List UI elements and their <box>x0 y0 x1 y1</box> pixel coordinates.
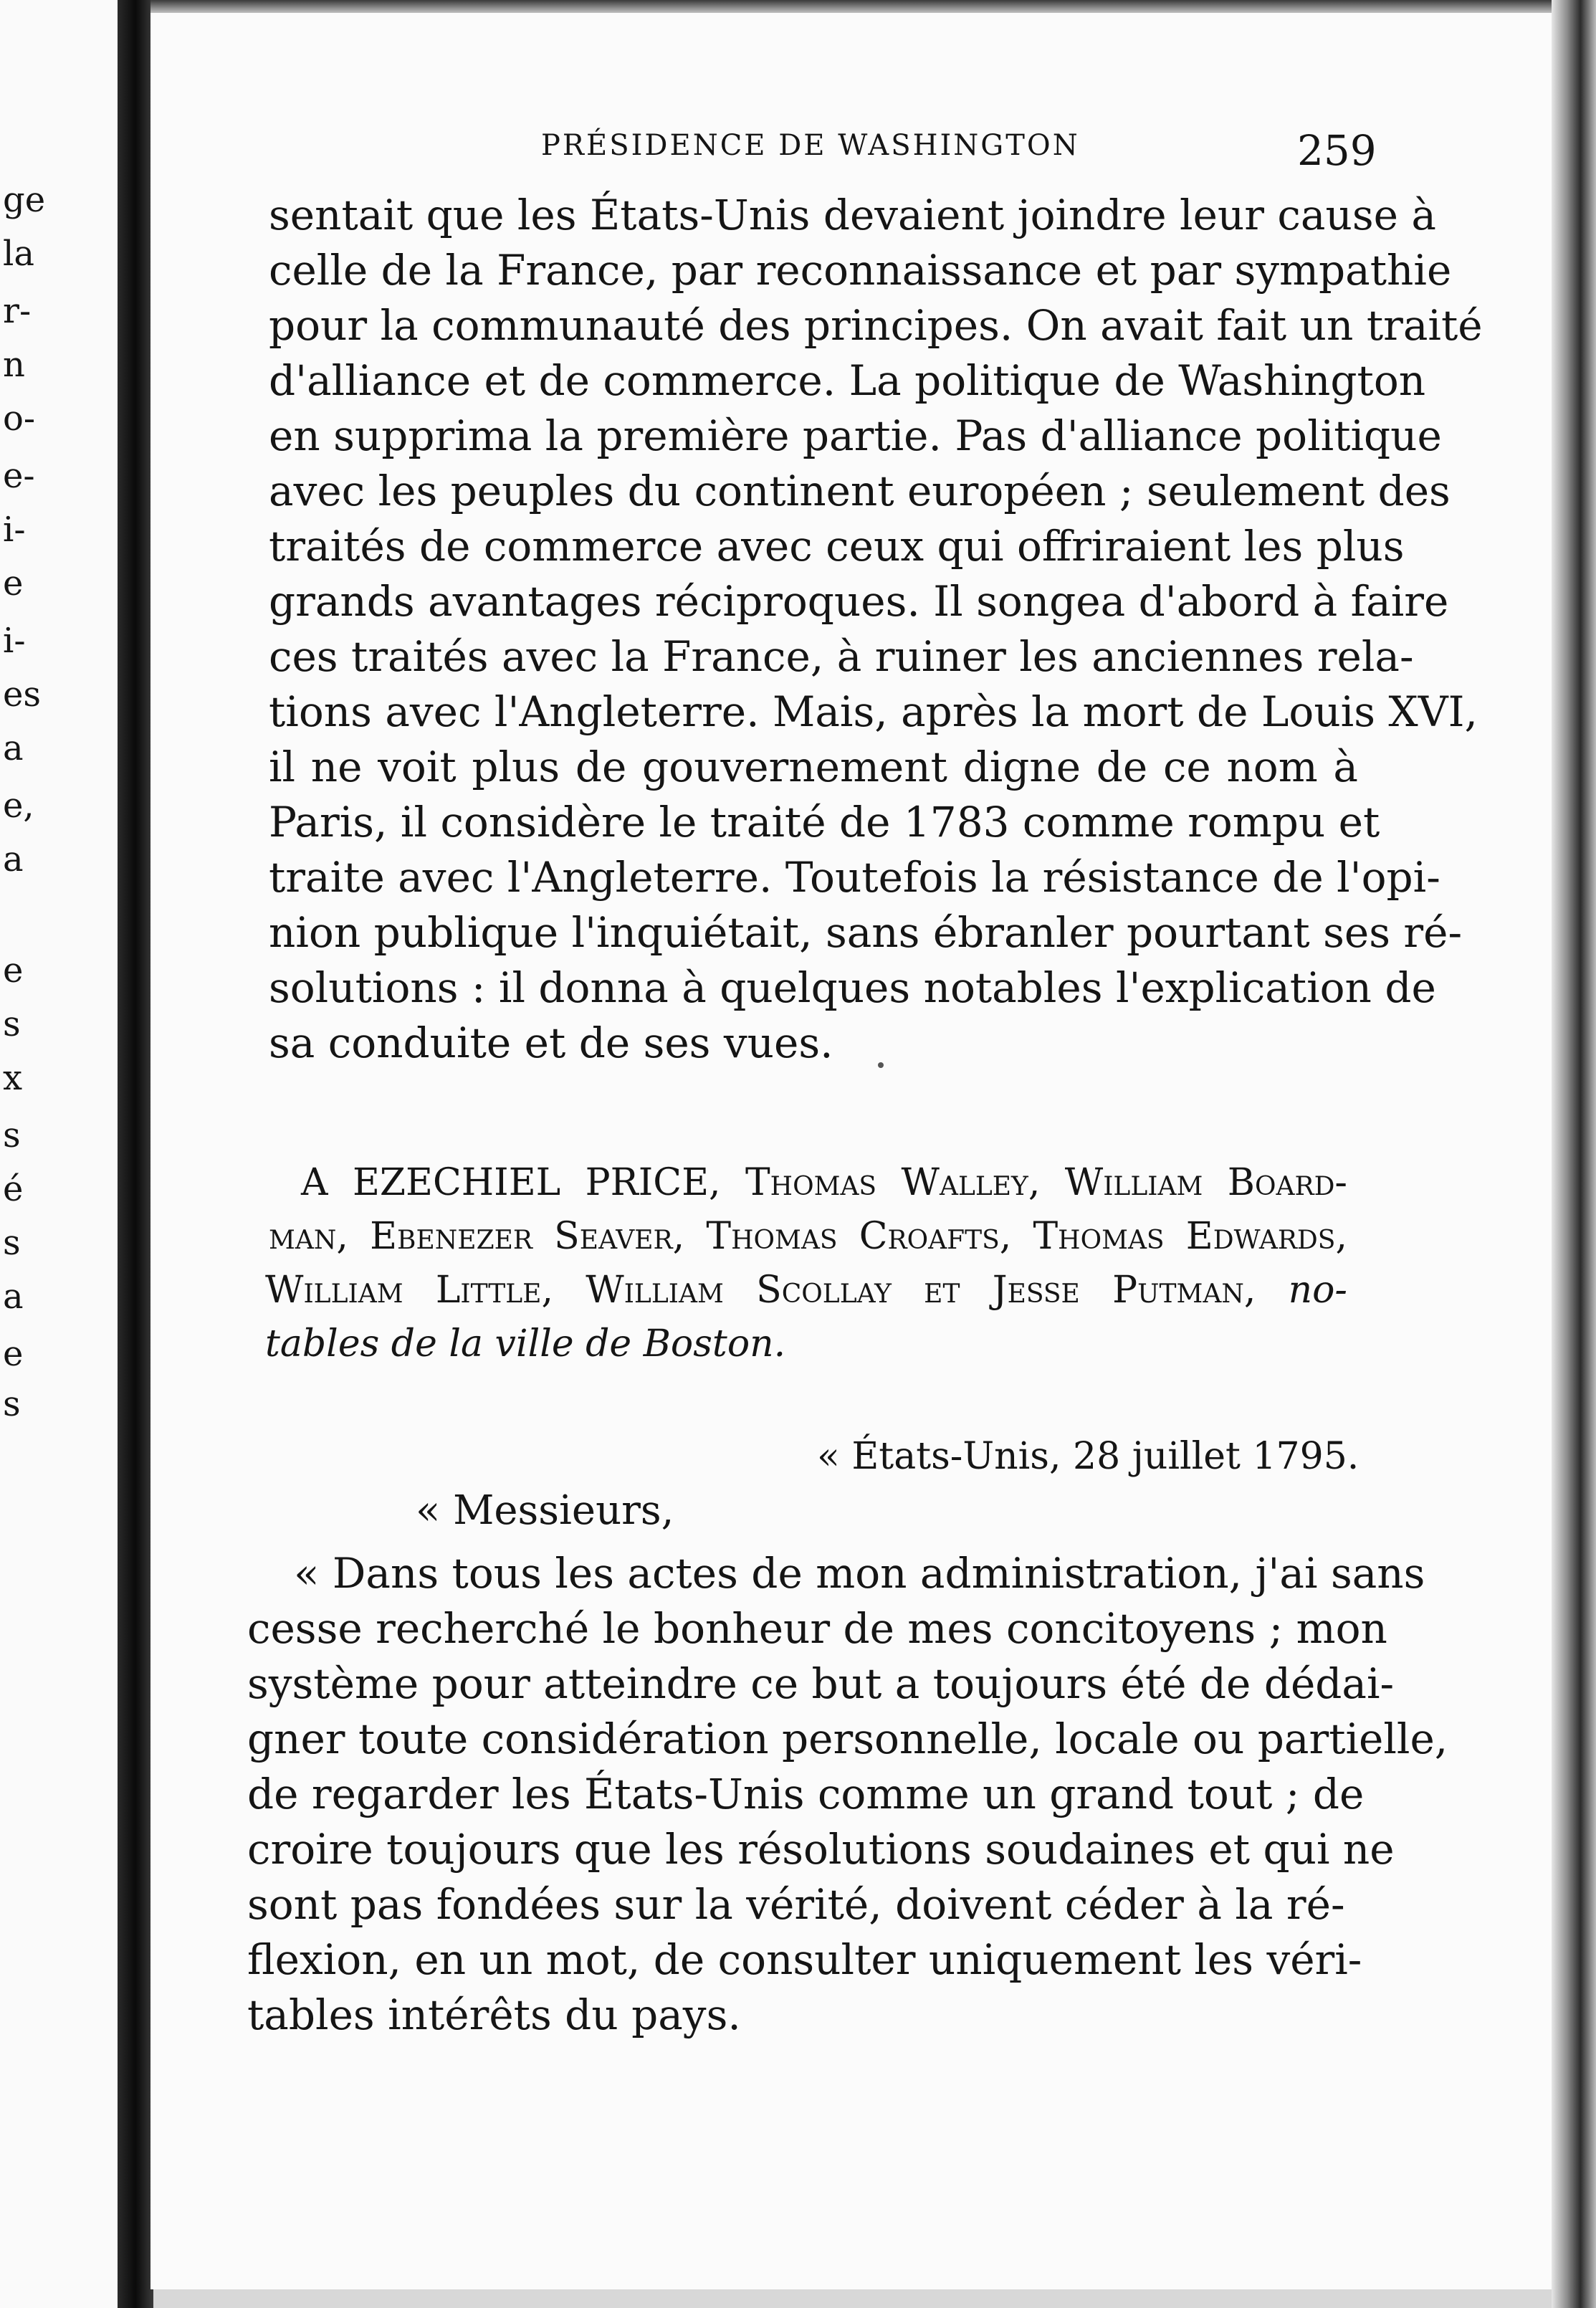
left-fragment: es <box>3 674 42 715</box>
left-fragment: s <box>3 1004 21 1044</box>
body-line: d'alliance et de commerce. La politique de Washington <box>269 356 1426 405</box>
body-line: nion publique l'inquiétait, sans ébranler pourtant ses ré- <box>269 908 1463 957</box>
letter-line: sont pas fondées sur la vérité, doivent céder à la ré- <box>247 1880 1345 1929</box>
body-line: celle de la France, par reconnaissance et par sympathie <box>269 246 1452 295</box>
left-fragment: a <box>3 1277 24 1317</box>
left-fragment: ge <box>3 180 46 220</box>
left-fragment: e <box>3 1334 24 1374</box>
page-number: 259 <box>1297 126 1377 175</box>
letter-line: croire toujours que les résolutions soudaines et qui ne <box>247 1825 1395 1874</box>
addressee-names: Thomas Walley, William Board- <box>745 1161 1347 1204</box>
addressee-line <box>265 1265 1347 1315</box>
left-fragment: o- <box>3 399 36 439</box>
body-line: en supprima la première partie. Pas d'alliance politique <box>269 411 1442 460</box>
running-title: PRÉSIDENCE DE WASHINGTON <box>541 129 1080 162</box>
left-fragment: a <box>3 728 24 768</box>
letter-salutation: « Messieurs, <box>416 1487 674 1534</box>
book-gutter <box>118 0 153 2308</box>
left-page-margin <box>0 0 120 2308</box>
letter-line: système pour atteindre ce but a toujours été de dédai- <box>247 1659 1395 1708</box>
body-line: pour la communauté des principes. On avait fait un traité <box>269 301 1483 350</box>
body-line: sentait que les États-Unis devaient joindre leur cause à <box>269 191 1436 239</box>
body-line: grands avantages réciproques. Il songea d'abord à faire <box>269 577 1449 626</box>
letter-line: gner toute considération personnelle, locale ou partielle, <box>247 1715 1448 1763</box>
ink-speck <box>878 1062 884 1068</box>
left-fragment: e <box>3 563 24 604</box>
body-line: ces traités avec la France, à ruiner les anciennes rela- <box>269 632 1414 681</box>
left-fragment: e- <box>3 456 35 496</box>
addressee-title: tables de la ville de Boston. <box>265 1322 786 1365</box>
page-top-shadow <box>150 0 1596 13</box>
letter-line: de regarder les États-Unis comme un grand tout ; de <box>247 1770 1365 1818</box>
addressee-title: no- <box>1288 1269 1347 1312</box>
left-fragment: i- <box>3 510 26 550</box>
left-fragment: i- <box>3 621 26 661</box>
letter-line: « Dans tous les actes de mon administration, j'ai sans <box>294 1549 1425 1598</box>
body-line: solutions : il donna à quelques notables l'explication de <box>269 963 1436 1012</box>
left-fragment: s <box>3 1115 21 1155</box>
left-fragment: n <box>3 345 25 385</box>
left-fragment: e <box>3 950 24 991</box>
left-fragment: a <box>3 839 24 879</box>
addressee-first-name: A EZECHIEL PRICE, <box>301 1161 721 1204</box>
body-line: tions avec l'Angleterre. Mais, après la mort de Louis XVI, <box>269 687 1478 736</box>
addressee-line: man, Ebenezer Seaver, Thomas Croafts, Thomas Edwards, <box>269 1215 1347 1258</box>
body-line: avec les peuples du continent européen ; seulement des <box>269 467 1451 515</box>
left-fragment: r- <box>3 291 32 331</box>
left-fragment: é <box>3 1169 24 1209</box>
left-fragment: la <box>3 234 34 274</box>
addressee-names: William Little, William Scollay et Jesse Putman, <box>265 1269 1256 1312</box>
left-fragment: x <box>3 1058 23 1098</box>
body-line: Paris, il considère le traité de 1783 comme rompu et <box>269 798 1380 847</box>
left-fragment: s <box>3 1384 21 1424</box>
left-fragment: e, <box>3 786 34 826</box>
letter-dateline: « États-Unis, 28 juillet 1795. <box>817 1435 1360 1478</box>
letter-line: flexion, en un mot, de consulter uniquement les véri- <box>247 1935 1362 1984</box>
body-line: traite avec l'Angleterre. Toutefois la résistance de l'opi- <box>269 853 1440 902</box>
body-line: il ne voit plus de gouvernement digne de ce nom à <box>269 743 1358 791</box>
page-edge <box>1552 0 1596 2308</box>
letter-line: tables intérêts du pays. <box>247 1990 741 2039</box>
body-line: traités de commerce avec ceux qui offriraient les plus <box>269 522 1405 571</box>
addressee-line <box>301 1158 1347 1208</box>
left-fragment: s <box>3 1223 21 1263</box>
body-line: sa conduite et de ses vues. <box>269 1019 833 1067</box>
letter-line: cesse recherché le bonheur de mes concitoyens ; mon <box>247 1604 1387 1653</box>
